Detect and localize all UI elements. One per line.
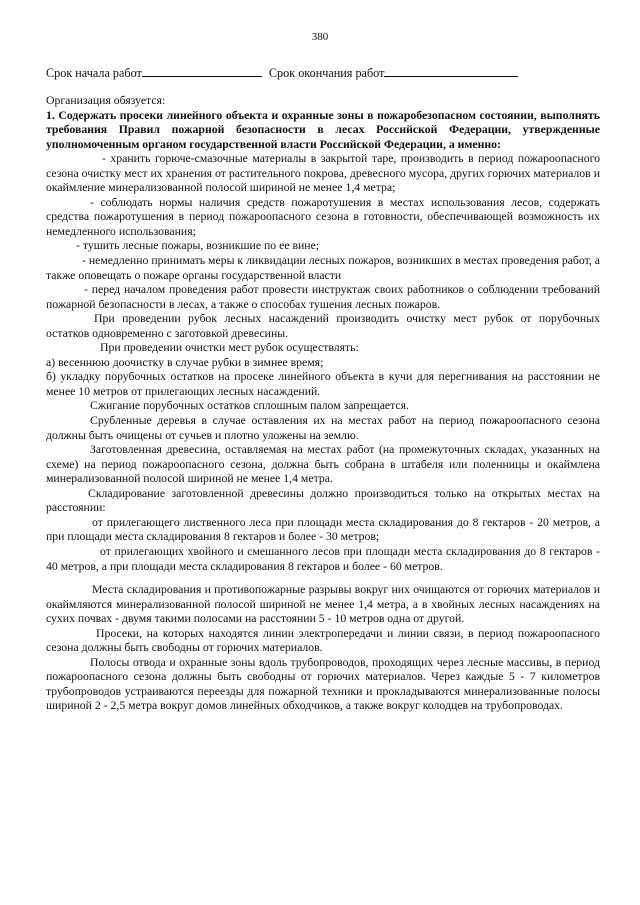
paragraph: Места складирования и противопожарные разрывы вокруг них очищаются от горючих материалов и окаймляются минерализованной полосой шириной не менее 1,4 метра, а в хвойных лесных насаждениях на сухих почвах - двумя такими полосами на расстоянии 5 - 10 метров одна от другой. xyxy=(46,583,600,626)
paragraph: Полосы отвода и охранные зоны вдоль трубопроводов, проходящих через лесные массивы, в период пожароопасного сезона должны быть свободны от горючих материалов. Через каждые 5 - 7 километров трубопроводов устраиваются переезды для пожарной техники и прокладываются минерализованные полосы шириной 2 - 2,5 метра вокруг домов линейных обходчиков, а также вокруг колодцев на трубопроводах. xyxy=(46,655,600,713)
paragraph: - соблюдать нормы наличия средств пожаротушения в местах использования лесов, содержать средства пожаротушения в период пожароопасного сезона в готовности, обеспечивающей возможность их немедленного использования; xyxy=(46,195,600,238)
paragraph: от прилегающего лиственного леса при площади места складирования до 8 гектаров - 20 метров, а при площади места складирования 8 гектаров и более - 30 метров; xyxy=(46,515,600,544)
paragraph: При проведении рубок лесных насаждений производить очистку мест рубок от порубочных остатков одновременно с заготовкой древесины. xyxy=(46,312,600,340)
paragraph: а) весеннюю доочистку в случае рубки в зимнее время; xyxy=(46,355,324,369)
paragraph: Просеки, на которых находятся линии электропередачи и линии связи, в период пожароопасного сезона должны быть свободны от горючих материалов. xyxy=(46,626,600,655)
paragraph: от прилегающих хвойного и смешанного лесов при площади места складирования до 8 гектаров - 40 метров, а при площади места складирования 8 гектаров и более - 60 метров. xyxy=(46,544,600,573)
page-number: 380 xyxy=(311,31,329,43)
paragraph: - хранить горюче-смазочные материалы в закрытой таре, производить в период пожароопасного сезона очистку мест их хранения от растительного покрова, древесного мусора, других горючих материалов и окаймление минерализованной полосой шириной не менее 1,4 метра; xyxy=(46,152,600,195)
work-dates-line xyxy=(46,66,606,81)
document-body xyxy=(46,94,600,714)
end-date-label: Срок окончания работ xyxy=(268,66,385,80)
paragraph: Сжигание порубочных остатков сплошным палом запрещается. xyxy=(90,399,409,413)
start-date-blank xyxy=(142,66,262,77)
paragraph: б) укладку порубочных остатков на просеке линейного объекта в кучи для перегнивания на расстоянии не менее 10 метров от прилегающих лесных насаждений. xyxy=(46,370,600,398)
paragraph: Заготовленная древесина, оставляемая на местах работ (на промежуточных складах, указанных на схеме) на период пожароопасного сезона, должна быть собрана в штабеля или поленницы и окаймлена минерализованной полосой шириной не менее 1,4 метра. xyxy=(46,443,600,486)
paragraph: Складирование заготовленной древесины должно производиться только на открытых местах на расстоянии: xyxy=(46,486,600,515)
paragraph: - перед началом проведения работ провести инструктаж своих работников о соблюдении требований пожарной безопасности в лесах, а также о способах тушения лесных пожаров. xyxy=(46,283,600,311)
intro-text: Организация обязуется: xyxy=(46,94,166,107)
section-heading: 1. Содержать просеки линейного объекта и охранные зоны в пожаробезопасном состоянии, выполнять требования Правил пожарной безопасности в лесах Российской Федерации, утвержденные уполномоченным органом государственной власти Российской Федерации, а именно: xyxy=(46,108,600,151)
start-date-label: Срок начала работ xyxy=(46,66,142,80)
paragraph: - тушить лесные пожары, возникшие по ее вине; xyxy=(76,239,320,253)
end-date-blank xyxy=(384,66,518,77)
paragraph: Срубленные деревья в случае оставления их на местах работ на период пожароопасного сезона должны быть очищены от сучьев и плотно уложены на землю. xyxy=(46,414,600,442)
paragraph: - немедленно принимать меры к ликвидации лесных пожаров, возникших в местах проведения работ, а также оповещать о пожаре органы государственной власти xyxy=(46,254,600,282)
paragraph: При проведении очистки мест рубок осуществлять: xyxy=(100,341,359,355)
